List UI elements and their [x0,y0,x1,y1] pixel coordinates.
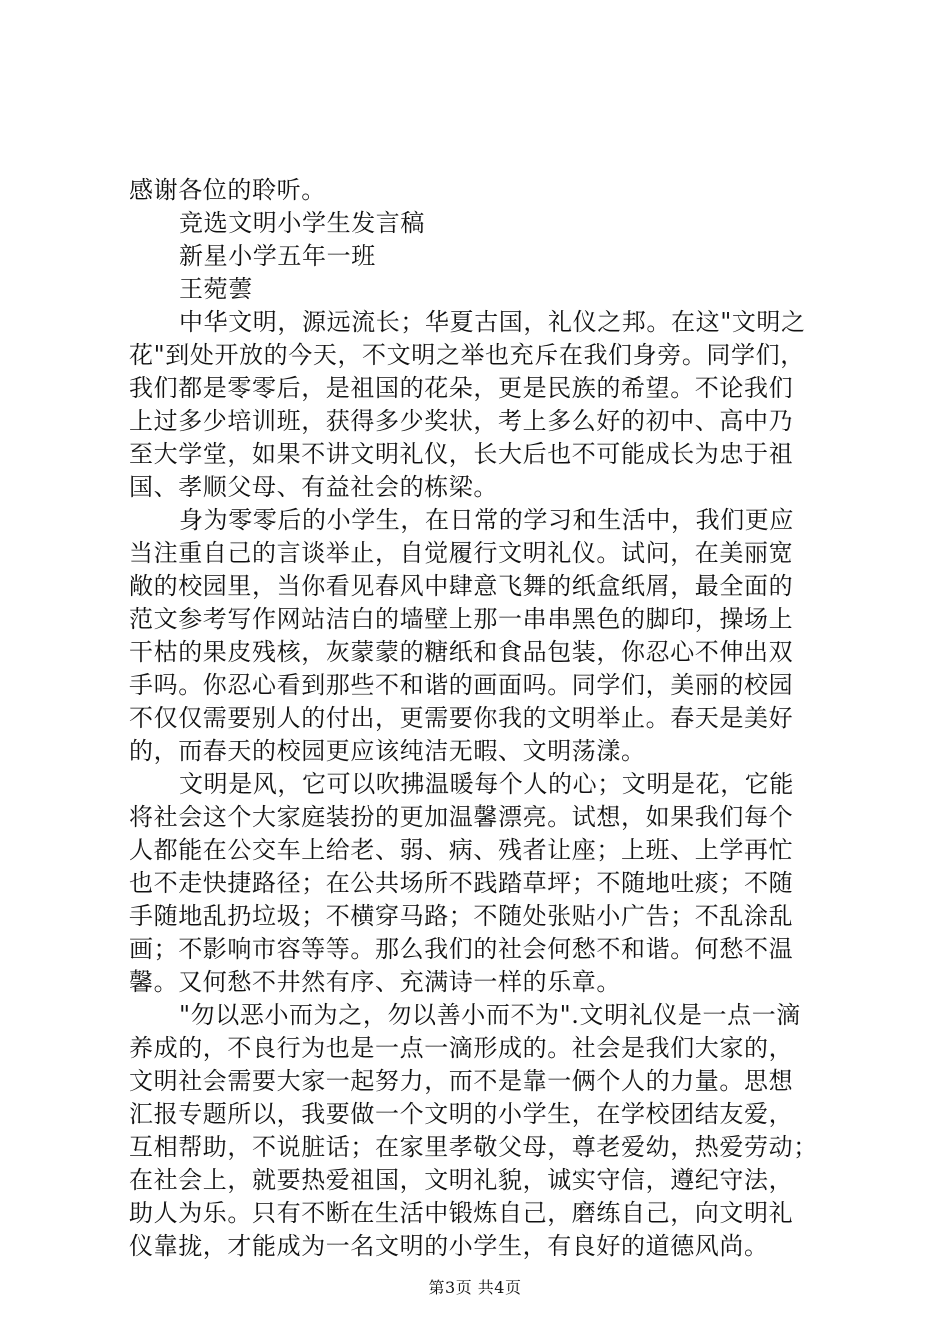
paragraph-line: 至大学堂，如果不讲文明礼仪，长大后也不可能成长为忠于祖 [129,440,794,468]
paragraph-line: 互相帮助，不说脏话；在家里孝敬父母，尊老爱幼，热爱劳动； [129,1133,818,1161]
paragraph-line: 中华文明，源远流长；华夏古国，礼仪之邦。在这"文明之 [179,308,806,336]
paragraph-line: 花"到处开放的今天，不文明之举也充斥在我们身旁。同学们， [129,341,805,369]
paragraph-line: 助人为乐。只有不断在生活中锻炼自己，磨练自己，向文明礼 [129,1199,794,1227]
paragraph-line: 在社会上，就要热爱祖国，文明礼貌，诚实守信，遵纪守法， [129,1166,794,1194]
paragraph-line: 画；不影响市容等等。那么我们的社会何愁不和谐。何愁不温 [129,935,794,963]
paragraph-line: 人都能在公交车上给老、弱、病、残者让座；上班、上学再忙 [129,836,794,864]
author-name: 王菀蕓 [179,275,253,303]
paragraph-line: 国、孝顺父母、有益社会的栋梁。 [129,473,498,501]
paragraph-line: 我们都是零零后，是祖国的花朵，更是民族的希望。不论我们 [129,374,794,402]
speech-title: 竞选文明小学生发言稿 [179,209,425,237]
paragraph-line: 手吗。你忍心看到那些不和谐的画面吗。同学们，美丽的校园 [129,671,794,699]
closing-line: 感谢各位的聆听。 [129,176,326,204]
paragraph-4 [129,999,829,1263]
paragraph-3 [129,768,829,999]
document-body [129,174,829,1263]
page-number: 第3页 共4页 [428,1278,522,1297]
paragraph-line: 馨。又何愁不井然有序、充满诗一样的乐章。 [129,968,621,996]
paragraph-2 [129,504,829,768]
paragraph-line: 仪靠拢，才能成为一名文明的小学生，有良好的道德风尚。 [129,1232,769,1260]
paragraph-line: 干枯的果皮残核，灰蒙蒙的糖纸和食品包装，你忍心不伸出双 [129,638,794,666]
paragraph-1 [129,306,829,504]
paragraph-line: 文明是风，它可以吹拂温暖每个人的心；文明是花，它能 [179,770,794,798]
paragraph-line: 也不走快捷路径；在公共场所不践踏草坪；不随地吐痰；不随 [129,869,794,897]
paragraph-line: 范文参考写作网站洁白的墙壁上那一串串黑色的脚印，操场上 [129,605,794,633]
paragraph-line: 的，而春天的校园更应该纯洁无暇、文明荡漾。 [129,737,646,765]
school-class: 新星小学五年一班 [179,242,376,270]
paragraph-line: 将社会这个大家庭装扮的更加温馨漂亮。试想，如果我们每个 [129,803,794,831]
paragraph-line: 身为零零后的小学生，在日常的学习和生活中，我们更应 [179,506,794,534]
paragraph-line: 汇报专题所以，我要做一个文明的小学生，在学校团结友爱， [129,1100,794,1128]
paragraph-line: 上过多少培训班，获得多少奖状，考上多么好的初中、高中乃 [129,407,794,435]
paragraph-line: "勿以恶小而为之，勿以善小而不为".文明礼仪是一点一滴 [179,1001,801,1029]
paragraph-line: 当注重自己的言谈举止，自觉履行文明礼仪。试问，在美丽宽 [129,539,794,567]
paragraph-line: 敞的校园里，当你看见春风中肆意飞舞的纸盒纸屑，最全面的 [129,572,794,600]
paragraph-line: 手随地乱扔垃圾；不横穿马路；不随处张贴小广告；不乱涂乱 [129,902,794,930]
paragraph-line: 不仅仅需要别人的付出，更需要你我的文明举止。春天是美好 [129,704,794,732]
paragraph-line: 养成的，不良行为也是一点一滴形成的。社会是我们大家的， [129,1034,794,1062]
paragraph-line: 文明社会需要大家一起努力，而不是靠一俩个人的力量。思想 [129,1067,794,1095]
